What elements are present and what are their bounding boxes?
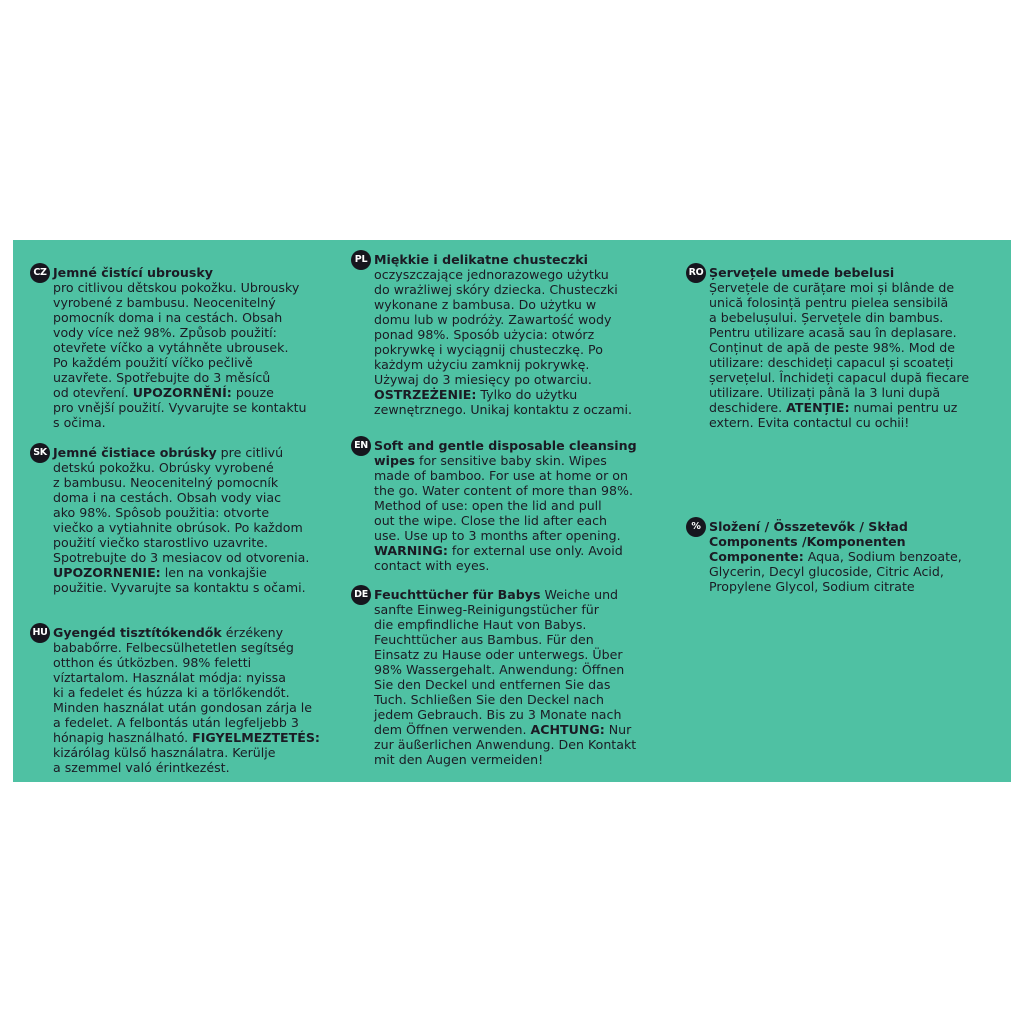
- warning-label: UPOZORNENIE:: [53, 565, 161, 580]
- language-badge-de: DE: [351, 585, 371, 605]
- text-line: domu lub w podróży. Zawartość wody: [374, 312, 612, 327]
- warning-label: OSTRZEŻENIE:: [374, 387, 477, 402]
- title-continuation: for sensitive baby skin. Wipes: [415, 453, 607, 468]
- text-line: oczyszczające jednorazowego użytku: [374, 267, 609, 282]
- text-line: extern. Evita contactul cu ochii!: [709, 415, 910, 430]
- text-line: made of bamboo. For use at home or on: [374, 468, 628, 483]
- text-line: do wrażliwej skóry dziecka. Chusteczki: [374, 282, 618, 297]
- text-line: otthon és útközben. 98% feletti: [53, 655, 252, 670]
- language-badge-sk: SK: [30, 443, 50, 463]
- warning-label: UPOZORNĚNÍ:: [132, 385, 232, 400]
- warning-text: Nur: [604, 722, 632, 737]
- text-line: ponad 98%. Sposób użycia: otwórz: [374, 327, 595, 342]
- text-line: Feuchttücher aus Bambus. Für den: [374, 632, 594, 647]
- language-badge-hu: HU: [30, 623, 50, 643]
- text-line: vyrobené z bambusu. Neocenitelný: [53, 295, 276, 310]
- text-line: a fedelet. A felbontás után legfeljebb 3: [53, 715, 299, 730]
- text-line: s očima.: [53, 415, 106, 430]
- text-line: dem Öffnen verwenden.: [374, 722, 527, 737]
- text-line: contact with eyes.: [374, 558, 490, 573]
- section-title: Gyengéd tisztítókendők: [53, 625, 222, 640]
- text-line: Pentru utilizare acasă sau în deplasare.: [709, 325, 957, 340]
- text-line: sanfte Einweg-Reinigungstücher für: [374, 602, 599, 617]
- text-line: doma i na cestách. Obsah vody viac: [53, 490, 282, 505]
- text-line: pokrywkę i wyciągnij chusteczkę. Po: [374, 342, 603, 357]
- text-line: a szemmel való érintkezést.: [53, 760, 230, 775]
- text-line: Propylene Glycol, Sodium citrate: [709, 579, 915, 594]
- section-pl: [354, 252, 633, 417]
- warning-label: FIGYELMEZTETÉS:: [192, 730, 320, 745]
- language-badge-en: EN: [351, 436, 371, 456]
- text-line: każdym użyciu zamknij pokrywkę.: [374, 357, 590, 372]
- section-title: Șervețele umede bebelusi: [709, 265, 895, 280]
- text-line: utilizare. Utilizați până la 3 luni după: [709, 385, 941, 400]
- text-line: vody více než 98%. Způsob použití:: [53, 325, 277, 340]
- text-line: pro citlivou dětskou pokožku. Ubrousky: [53, 280, 300, 295]
- text-line: pro vnější použití. Vyvarujte se kontaktu: [53, 400, 307, 415]
- text-line: out the wipe. Close the lid after each: [374, 513, 607, 528]
- text-line: viečko a vytiahnite obrúsok. Po každom: [53, 520, 303, 535]
- section-hu: [32, 625, 320, 775]
- section-ro: [688, 265, 970, 430]
- text-line: Glycerin, Decyl glucoside, Citric Acid,: [709, 564, 944, 579]
- text-line: od otevření.: [53, 385, 129, 400]
- text-line: bababőrre. Felbecsülhetetlen segítség: [53, 640, 294, 655]
- text-line: mit den Augen vermeiden!: [374, 752, 544, 767]
- section-cz: [33, 265, 307, 430]
- text-line: Po každém použití víčko pečlivě: [53, 355, 253, 370]
- text-line: Tuch. Schließen Sie den Deckel nach: [374, 692, 605, 707]
- percent-badge: %: [686, 517, 706, 537]
- text-line: șervețelul. Închideți capacul după fiecare: [709, 370, 970, 385]
- title-continuation: pre citlivú: [216, 445, 284, 460]
- text-line: Conținut de apă de peste 98%. Mod de: [709, 340, 956, 355]
- section-composition: [691, 519, 962, 594]
- text-line: kizárólag külső használatra. Kerülje: [53, 745, 276, 760]
- text-line: z bambusu. Neocenitelný pomocník: [53, 475, 279, 490]
- text-line: Einsatz zu Hause oder unterwegs. Über: [374, 647, 623, 662]
- warning-text: pouze: [231, 385, 274, 400]
- language-badge-ro: RO: [686, 263, 706, 283]
- section-de: [354, 587, 637, 767]
- section-title-line-3: Componente:: [709, 549, 804, 564]
- warning-label: ACHTUNG:: [530, 722, 605, 737]
- language-badge-cz: CZ: [30, 263, 50, 283]
- text-line: utilizare: deschideți capacul și scoateți: [709, 355, 954, 370]
- text-line: pomocník doma i na cestách. Obsah: [53, 310, 283, 325]
- warning-text: numai pentru uz: [849, 400, 958, 415]
- warning-label: WARNING:: [374, 543, 448, 558]
- text-line: die empfindliche Haut von Babys.: [374, 617, 587, 632]
- title-continuation: érzékeny: [221, 625, 284, 640]
- text-line: a bebelușului. Șervețele din bambus.: [709, 310, 944, 325]
- text-line: jedem Gebrauch. Bis zu 3 Monate nach: [374, 707, 622, 722]
- title-continuation: Aqua, Sodium benzoate,: [803, 549, 962, 564]
- text-line: zewnętrznego. Unikaj kontaktu z oczami.: [374, 402, 633, 417]
- text-line: Spotrebujte do 3 mesiacov od otvorenia.: [53, 550, 310, 565]
- text-line: Minden használat után gondosan zárja le: [53, 700, 313, 715]
- text-line: use. Use up to 3 months after opening.: [374, 528, 621, 543]
- section-title: Jemné čistiace obrúsky: [53, 445, 217, 460]
- text-line: unică folosință pentru pielea sensibilă: [709, 295, 949, 310]
- section-title-line-2: wipes: [374, 453, 416, 468]
- text-line: the go. Water content of more than 98%.: [374, 483, 633, 498]
- text-line: uzavřete. Spotřebujte do 3 měsíců: [53, 370, 271, 385]
- language-badge-pl: PL: [351, 250, 371, 270]
- text-line: hónapig használható.: [53, 730, 189, 745]
- section-title: Složení / Összetevők / Skład: [709, 519, 908, 534]
- text-line: Używaj do 3 miesięcy po otwarciu.: [374, 372, 592, 387]
- text-line: wykonane z bambusa. Do użytku w: [374, 297, 597, 312]
- section-title: Feuchttücher für Babys: [374, 587, 541, 602]
- warning-text: len na vonkajšie: [160, 565, 267, 580]
- section-en: [354, 438, 637, 573]
- text-line: víztartalom. Használat módja: nyissa: [53, 670, 286, 685]
- text-line: otevřete víčko a vytáhněte ubrousek.: [53, 340, 289, 355]
- warning-text: Tylko do użytku: [476, 387, 578, 402]
- text-line: Șervețele de curățare moi și blânde de: [709, 280, 955, 295]
- warning-text: for external use only. Avoid: [447, 543, 623, 558]
- text-line: detskú pokožku. Obrúsky vyrobené: [53, 460, 274, 475]
- section-title: Jemné čistící ubrousky: [53, 265, 213, 280]
- text-line: ako 98%. Spôsob použitia: otvorte: [53, 505, 270, 520]
- section-title: Miękkie i delikatne chusteczki: [374, 252, 589, 267]
- text-line: ki a fedelet és húzza ki a törlőkendőt.: [53, 685, 290, 700]
- text-line: deschidere.: [709, 400, 783, 415]
- text-line: Method of use: open the lid and pull: [374, 498, 602, 513]
- text-line: zur äußerlichen Anwendung. Den Kontakt: [374, 737, 637, 752]
- section-title: Soft and gentle disposable cleansing: [374, 438, 637, 453]
- text-line: 98% Wassergehalt. Anwendung: Öffnen: [374, 662, 625, 677]
- warning-label: ATENȚIE:: [786, 400, 850, 415]
- title-continuation: Weiche und: [540, 587, 619, 602]
- label-panel: [13, 240, 1011, 782]
- section-sk: [33, 445, 310, 595]
- text-line: použití viečko starostlivo uzavrite.: [53, 535, 269, 550]
- section-title-line-2: Components /Komponenten: [709, 534, 906, 549]
- text-line: použitie. Vyvarujte sa kontaktu s očami.: [53, 580, 306, 595]
- text-line: Sie den Deckel und entfernen Sie das: [374, 677, 611, 692]
